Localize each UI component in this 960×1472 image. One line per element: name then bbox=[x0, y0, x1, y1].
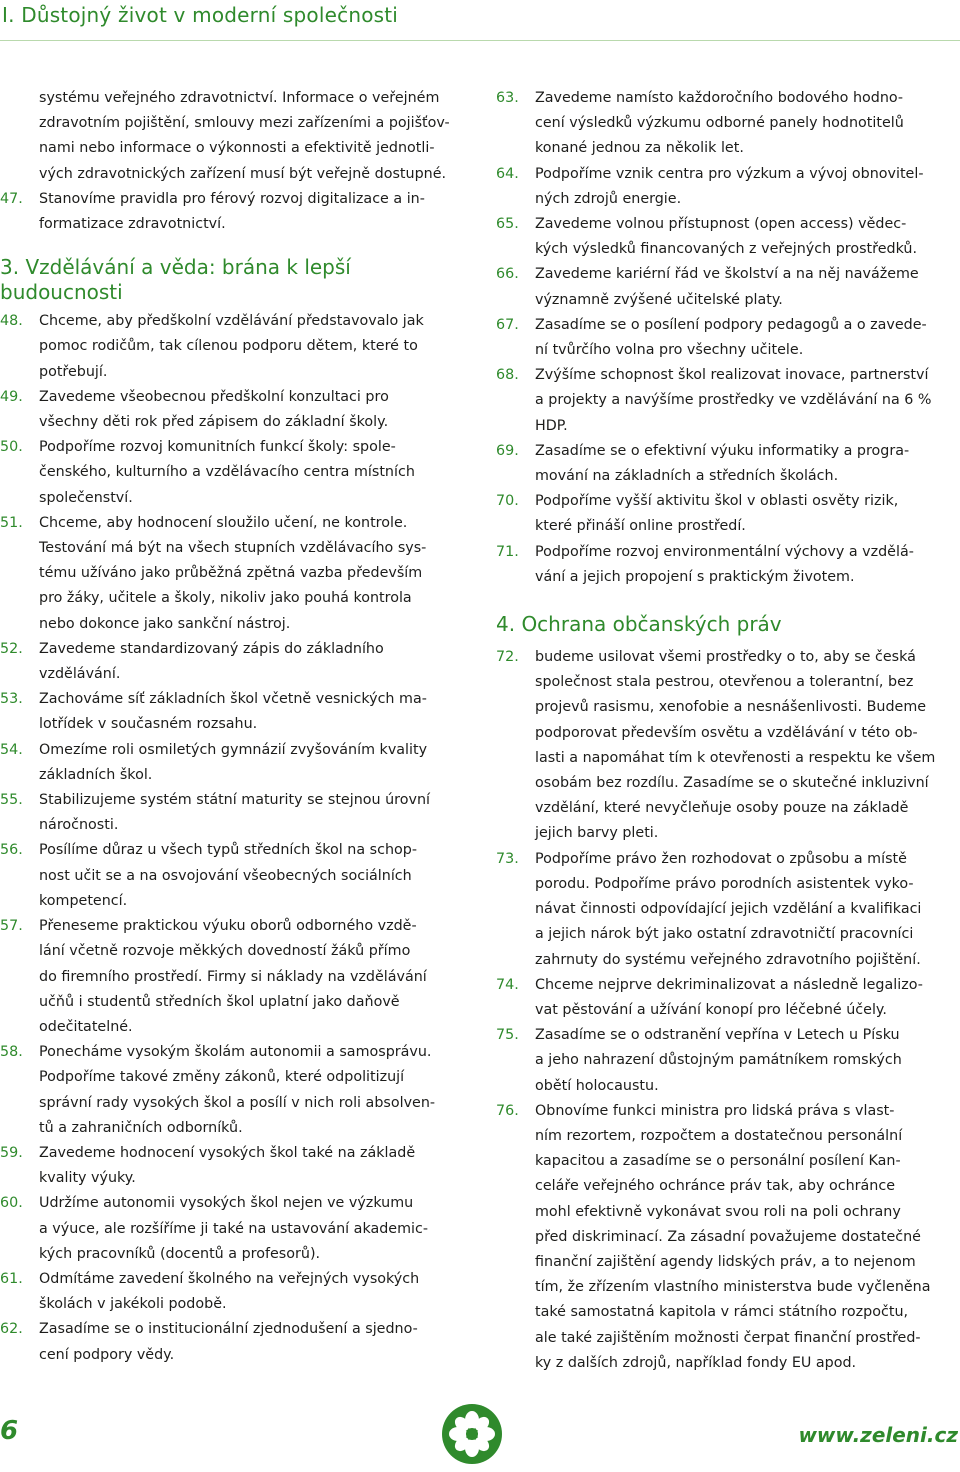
party-flower-logo-icon bbox=[441, 1403, 503, 1465]
left-item-list bbox=[0, 309, 468, 1368]
item-number: 48. bbox=[0, 313, 23, 330]
list-item bbox=[0, 1040, 468, 1141]
item-number: 52. bbox=[0, 640, 23, 657]
item-text: Zachováme síť základních škol včetně vesnických ma- lotřídek v současném rozsahu. bbox=[39, 691, 427, 733]
item-number: 59. bbox=[0, 1144, 23, 1161]
item-text: Zvýšíme schopnost škol realizovat inovace, partnerství a projekty a navýšíme prostředky ve vzdělávání na 6 % HDP. bbox=[535, 367, 932, 434]
item-number: 75. bbox=[496, 1027, 519, 1044]
item-number: 55. bbox=[0, 792, 23, 809]
list-item bbox=[496, 86, 958, 162]
right-item-list-a bbox=[496, 86, 958, 590]
item-text: Chceme nejprve dekriminalizovat a následně legalizo- vat pěstování a užívání konopí pro léčebné účely. bbox=[535, 976, 923, 1018]
list-item bbox=[0, 435, 468, 511]
item-number: 63. bbox=[496, 90, 519, 106]
list-item bbox=[496, 363, 958, 439]
item-text: Udržíme autonomii vysokých škol nejen ve výzkumu a výuce, ale rozšíříme ji také na ustavování akademic- kých pracovníků (docentů a profesorů). bbox=[39, 1195, 429, 1262]
item-text: Zavedeme namísto každoročního bodového hodno- cení výsledků výzkumu odborné panely hodnotitelů konané jednou za několik let. bbox=[535, 90, 904, 157]
list-item bbox=[0, 637, 468, 687]
chapter-title: I. Důstojný život v moderní společnosti bbox=[2, 3, 399, 27]
item-number: 68. bbox=[496, 367, 519, 384]
item-text: Odmítáme zavedení školného na veřejných vysokých školách v jakékoli podobě. bbox=[39, 1270, 420, 1313]
item-number: 54. bbox=[0, 741, 23, 758]
item-text: Chceme, aby předškolní vzdělávání představovalo jak pomoc rodičům, tak cílenou podporu dětem, které to potřebují. bbox=[39, 313, 424, 380]
item-text: Posílíme důraz u všech typů středních škol na schop- nost učit se a na osvojování všeobecných sociálních kompetencí. bbox=[39, 842, 418, 909]
list-item bbox=[0, 687, 468, 737]
list-item bbox=[496, 540, 958, 590]
section-heading: 4. Ochrana občanských práv bbox=[496, 612, 782, 637]
item-number: 49. bbox=[0, 388, 23, 405]
item-text: Stabilizujeme systém státní maturity se stejnou úrovní náročnosti. bbox=[39, 792, 430, 834]
section-heading: 3. Vzdělávání a věda: brána k lepší budoucnosti bbox=[0, 255, 351, 305]
list-item bbox=[496, 489, 958, 539]
list-item bbox=[0, 187, 468, 237]
item-number: 62. bbox=[0, 1321, 23, 1338]
item-text: Zasadíme se o odstranění vepřína v Letech u Písku a jeho nahrazení důstojným památníkem romských obětí holocaustu. bbox=[535, 1027, 902, 1094]
item-number: 66. bbox=[496, 266, 519, 283]
item-number: 51. bbox=[0, 514, 23, 531]
item-number: 64. bbox=[496, 165, 519, 182]
item-text: Omezíme roli osmiletých gymnázií zvyšováním kvality základních škol. bbox=[39, 741, 428, 783]
item-text: Podpoříme vyšší aktivitu škol v oblasti osvěty rizik, které přináší online prostředí. bbox=[535, 493, 899, 535]
list-item bbox=[0, 788, 468, 838]
item-number: 58. bbox=[0, 1044, 23, 1061]
item-text: Podpoříme rozvoj komunitních funkcí školy: spole- čenského, kulturního a vzdělávacího centra místních společenství. bbox=[39, 439, 415, 506]
list-item bbox=[496, 1099, 958, 1376]
item-number: 65. bbox=[496, 216, 519, 233]
list-item bbox=[496, 313, 958, 363]
item-text: Přeneseme praktickou výuku oborů odborného vzdě- lání včetně rozvoje měkkých dovedností žáků přímo do firemního prostředí. Firmy si náklady na vzdělávání učňů i studentů středních škol uplatní jako daňově odečitatelné. bbox=[39, 918, 427, 1035]
list-item bbox=[496, 973, 958, 1023]
list-item bbox=[496, 262, 958, 312]
item-text: Ponecháme vysokým školám autonomii a samosprávu. Podpoříme takové změny zákonů, které odpolitizují správní rady vysokých škol a posílí v nich roli absolven- tů a zahraničních odborníků. bbox=[39, 1044, 436, 1136]
list-item bbox=[0, 1267, 468, 1317]
item-number: 76. bbox=[496, 1102, 519, 1119]
item-number: 74. bbox=[496, 976, 519, 993]
item-number: 50. bbox=[0, 439, 23, 456]
list-item bbox=[0, 914, 468, 1040]
item-number: 73. bbox=[496, 850, 519, 867]
item-text: Zavedeme všeobecnou předškolní konzultaci pro všechny děti rok před zápisem do základní školy. bbox=[39, 388, 389, 431]
item-text: Zavedeme volnou přístupnost (open access) vědec- kých výsledků financovaných z veřejných prostředků. bbox=[535, 216, 918, 258]
item-text: Zavedeme kariérní řád ve školství a na něj navážeme významně zvýšené učitelské platy. bbox=[535, 266, 919, 308]
item-number: 71. bbox=[496, 543, 519, 560]
item-text: Obnovíme funkci ministra pro lidská práva s vlast- ním rezortem, rozpočtem a dostatečnou personální kapacitou a zasadíme se o personální posílení Kan- celáře veřejného ochránce práv tak, aby ochránce mohl efektivně vykonávat svou roli na poli ochrany před diskriminací. Za zásadní považujeme dostatečné finanční zajištění agendy lidských práv, a to nejenom tím, že zřízením vlastního ministerstva bude vyčleněna také samostatná kapitola v rámci státního rozpočtu, ale také zajištěním možnosti čerpat finanční prostřed- ky z dalších zdrojů, například fondy EU apod. bbox=[535, 1102, 931, 1371]
website-url[interactable]: www.zeleni.cz bbox=[798, 1423, 958, 1447]
list-item bbox=[496, 1023, 958, 1099]
item-number: 70. bbox=[496, 493, 519, 510]
item-text: Zasadíme se o efektivní výuku informatiky a progra- mování na základních a středních školách. bbox=[535, 442, 910, 485]
item-number: 53. bbox=[0, 691, 23, 708]
item-text: Chceme, aby hodnocení sloužilo učení, ne kontrole. Testování má být na všech stupních vzdělávacího sys- tému užíváno jako průběžná zpětná vazba především pro žáky, učitele a školy, nikoliv jako pouhá kontrola nebo dokonce jako sankční nástroj. bbox=[39, 514, 427, 632]
item-number: 72. bbox=[496, 649, 519, 666]
list-item bbox=[496, 162, 958, 212]
item-text: Zasadíme se o posílení podpory pedagogů a o zavede- ní tvůrčího volna pro všechny učitele. bbox=[535, 316, 927, 359]
item-text: Podpoříme rozvoj environmentální výchovy a vzdělá- vání a jejich propojení s praktickým životem. bbox=[535, 543, 914, 585]
item-number: 60. bbox=[0, 1195, 23, 1212]
item-text: Stanovíme pravidla pro férový rozvoj digitalizace a in- formatizace zdravotnictví. bbox=[39, 190, 425, 233]
list-item bbox=[0, 1191, 468, 1267]
list-item bbox=[0, 1141, 468, 1191]
item-text: Podpoříme vznik centra pro výzkum a vývoj obnovitel- ných zdrojů energie. bbox=[535, 165, 924, 207]
list-item bbox=[0, 309, 468, 385]
list-item bbox=[0, 1317, 468, 1367]
list-item bbox=[0, 738, 468, 788]
list-item bbox=[496, 847, 958, 973]
item-text: budeme usilovat všemi prostředky o to, aby se česká společnost stala pestrou, otevřenou a tolerantní, bez projevů rasismu, xenofobie a nesnášenlivosti. Budeme podporovat především osvětu a vzdělávání v této ob- lasti a napomáhat tím k otevřenosti a respektu ke všem osobám bez rozdílu. Zasadíme se o skutečné inkluzivní vzdělání, které nevyčleňuje osoby pouze na základě jejich barvy pleti. bbox=[535, 649, 936, 842]
item-text: Zavedeme standardizovaný zápis do základního vzdělávání. bbox=[39, 640, 384, 683]
item-number: 56. bbox=[0, 842, 23, 859]
list-item bbox=[496, 439, 958, 489]
list-item bbox=[0, 838, 468, 914]
list-item bbox=[496, 212, 958, 262]
list-item bbox=[0, 511, 468, 637]
item-text: Zasadíme se o institucionální zjednodušení a sjedno- cení podpory vědy. bbox=[39, 1321, 418, 1363]
item-number: 47. bbox=[0, 190, 23, 207]
left-column bbox=[0, 86, 468, 1368]
item-number: 57. bbox=[0, 918, 23, 935]
page-header bbox=[0, 0, 960, 41]
item-number: 69. bbox=[496, 442, 519, 459]
item-text: Zavedeme hodnocení vysokých škol také na základě kvality výuky. bbox=[39, 1144, 416, 1187]
item-number: 67. bbox=[496, 316, 519, 333]
list-item bbox=[0, 385, 468, 435]
list-item bbox=[496, 645, 958, 847]
page-number: 6 bbox=[0, 1416, 19, 1446]
intro-continuation: systému veřejného zdravotnictví. Informace o veřejném zdravotním pojištění, smlouvy mezi zařízeními a pojišťov- nami nebo informace o výkonnosti a efektivitě jednotli- vých zdravotnických zařízení musí být veřejně dostupné. bbox=[39, 90, 450, 182]
right-item-list-b bbox=[496, 645, 958, 1376]
item-text: Podpoříme právo žen rozhodovat o způsobu a místě porodu. Podpoříme právo porodních asistentek vyko- návat činnosti odpovídající jejich vzdělání a kvalifikaci a jejich nárok být jako ostatní zdravotničtí pracovníci zahrnuty do systému veřejného zdravotního pojištění. bbox=[535, 850, 922, 968]
right-column bbox=[496, 86, 958, 1376]
item-number: 61. bbox=[0, 1270, 23, 1287]
